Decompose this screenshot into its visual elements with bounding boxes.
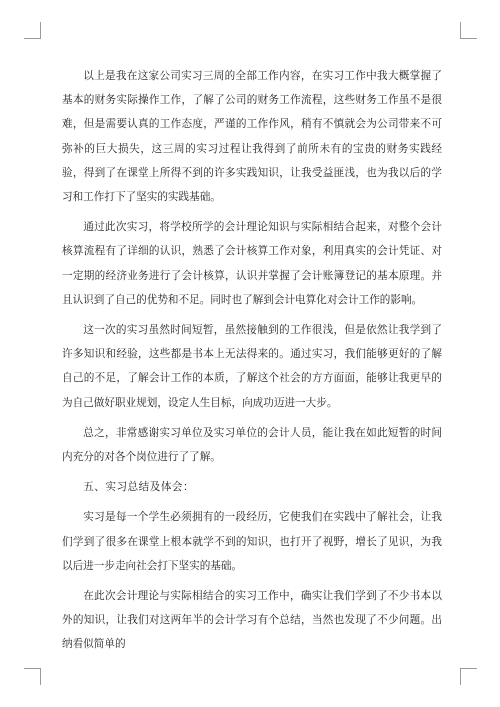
paragraph-reflection: 实习是每一个学生必须拥有的一段经历，它使我们在实践中了解社会，让我们学到了很多在课堂上根本就学不到的知识，也打开了视野，增长了见识，为我以后进一步走向社会打下坚实的基础。	[62, 511, 442, 572]
crop-mark-top-right	[460, 22, 477, 39]
paragraph-internship-learning: 通过此次实习，将学校所学的会计理论知识与实际相结合起来，对整个会计核算流程有了详细的认识，熟悉了会计核算工作对象，利用真实的会计凭证、对一定期的经济业务进行了会计核算，认识并掌握了会计账簿登记的基本原理。并且认识到了自己的优势和不足。同时也了解到会计电算化对会计工作的影响。	[62, 221, 442, 306]
paragraph-conclusion: 在此次会计理论与实际相结合的实习工作中，确实让我们学到了不少书本以外的知识，让我们对这两年半的会计学习有个总结，当然也发现了不少问题。出纳看似简单的	[62, 590, 442, 651]
crop-mark-bottom-left	[24, 668, 41, 685]
paragraph-thanks: 总之，非常感谢实习单位及实习单位的会计人员，能让我在如此短暂的时间内充分的对各个岗位进行了了解。	[62, 426, 442, 464]
paragraph-internship-experience: 这一次的实习虽然时间短暂，虽然接触到的工作很浅，但是依然让我学到了许多知识和经验，这些都是书本上无法得来的。通过实习，我们能够更好的了解自己的不足，了解会计工作的本质，了解这个社会的方方面面，能够让我更早的为自己做好职业规划，设定人生目标，向成功迈进一大步。	[62, 324, 442, 409]
paragraph-summary: 以上是我在这家公司实习三周的全部工作内容，在实习工作中我大概掌握了基本的财务实际操作工作，了解了公司的财务工作流程，这些财务工作虽不是很难，但是需要认真的工作态度，严谨的工作作风，稍有不慎就会为公司带来不可弥补的巨大损失，这三周的实习过程让我得到了前所未有的宝贵的财务实践经验，得到了在课堂上所得不到的许多实践知识，让我受益匪浅，也为我以后的学习和工作打下了坚实的实践基础。	[62, 70, 442, 204]
crop-mark-bottom-right	[460, 668, 477, 685]
document-body	[62, 64, 442, 663]
crop-mark-top-left	[24, 22, 41, 39]
section-heading: 五、实习总结及体会：	[83, 481, 195, 494]
